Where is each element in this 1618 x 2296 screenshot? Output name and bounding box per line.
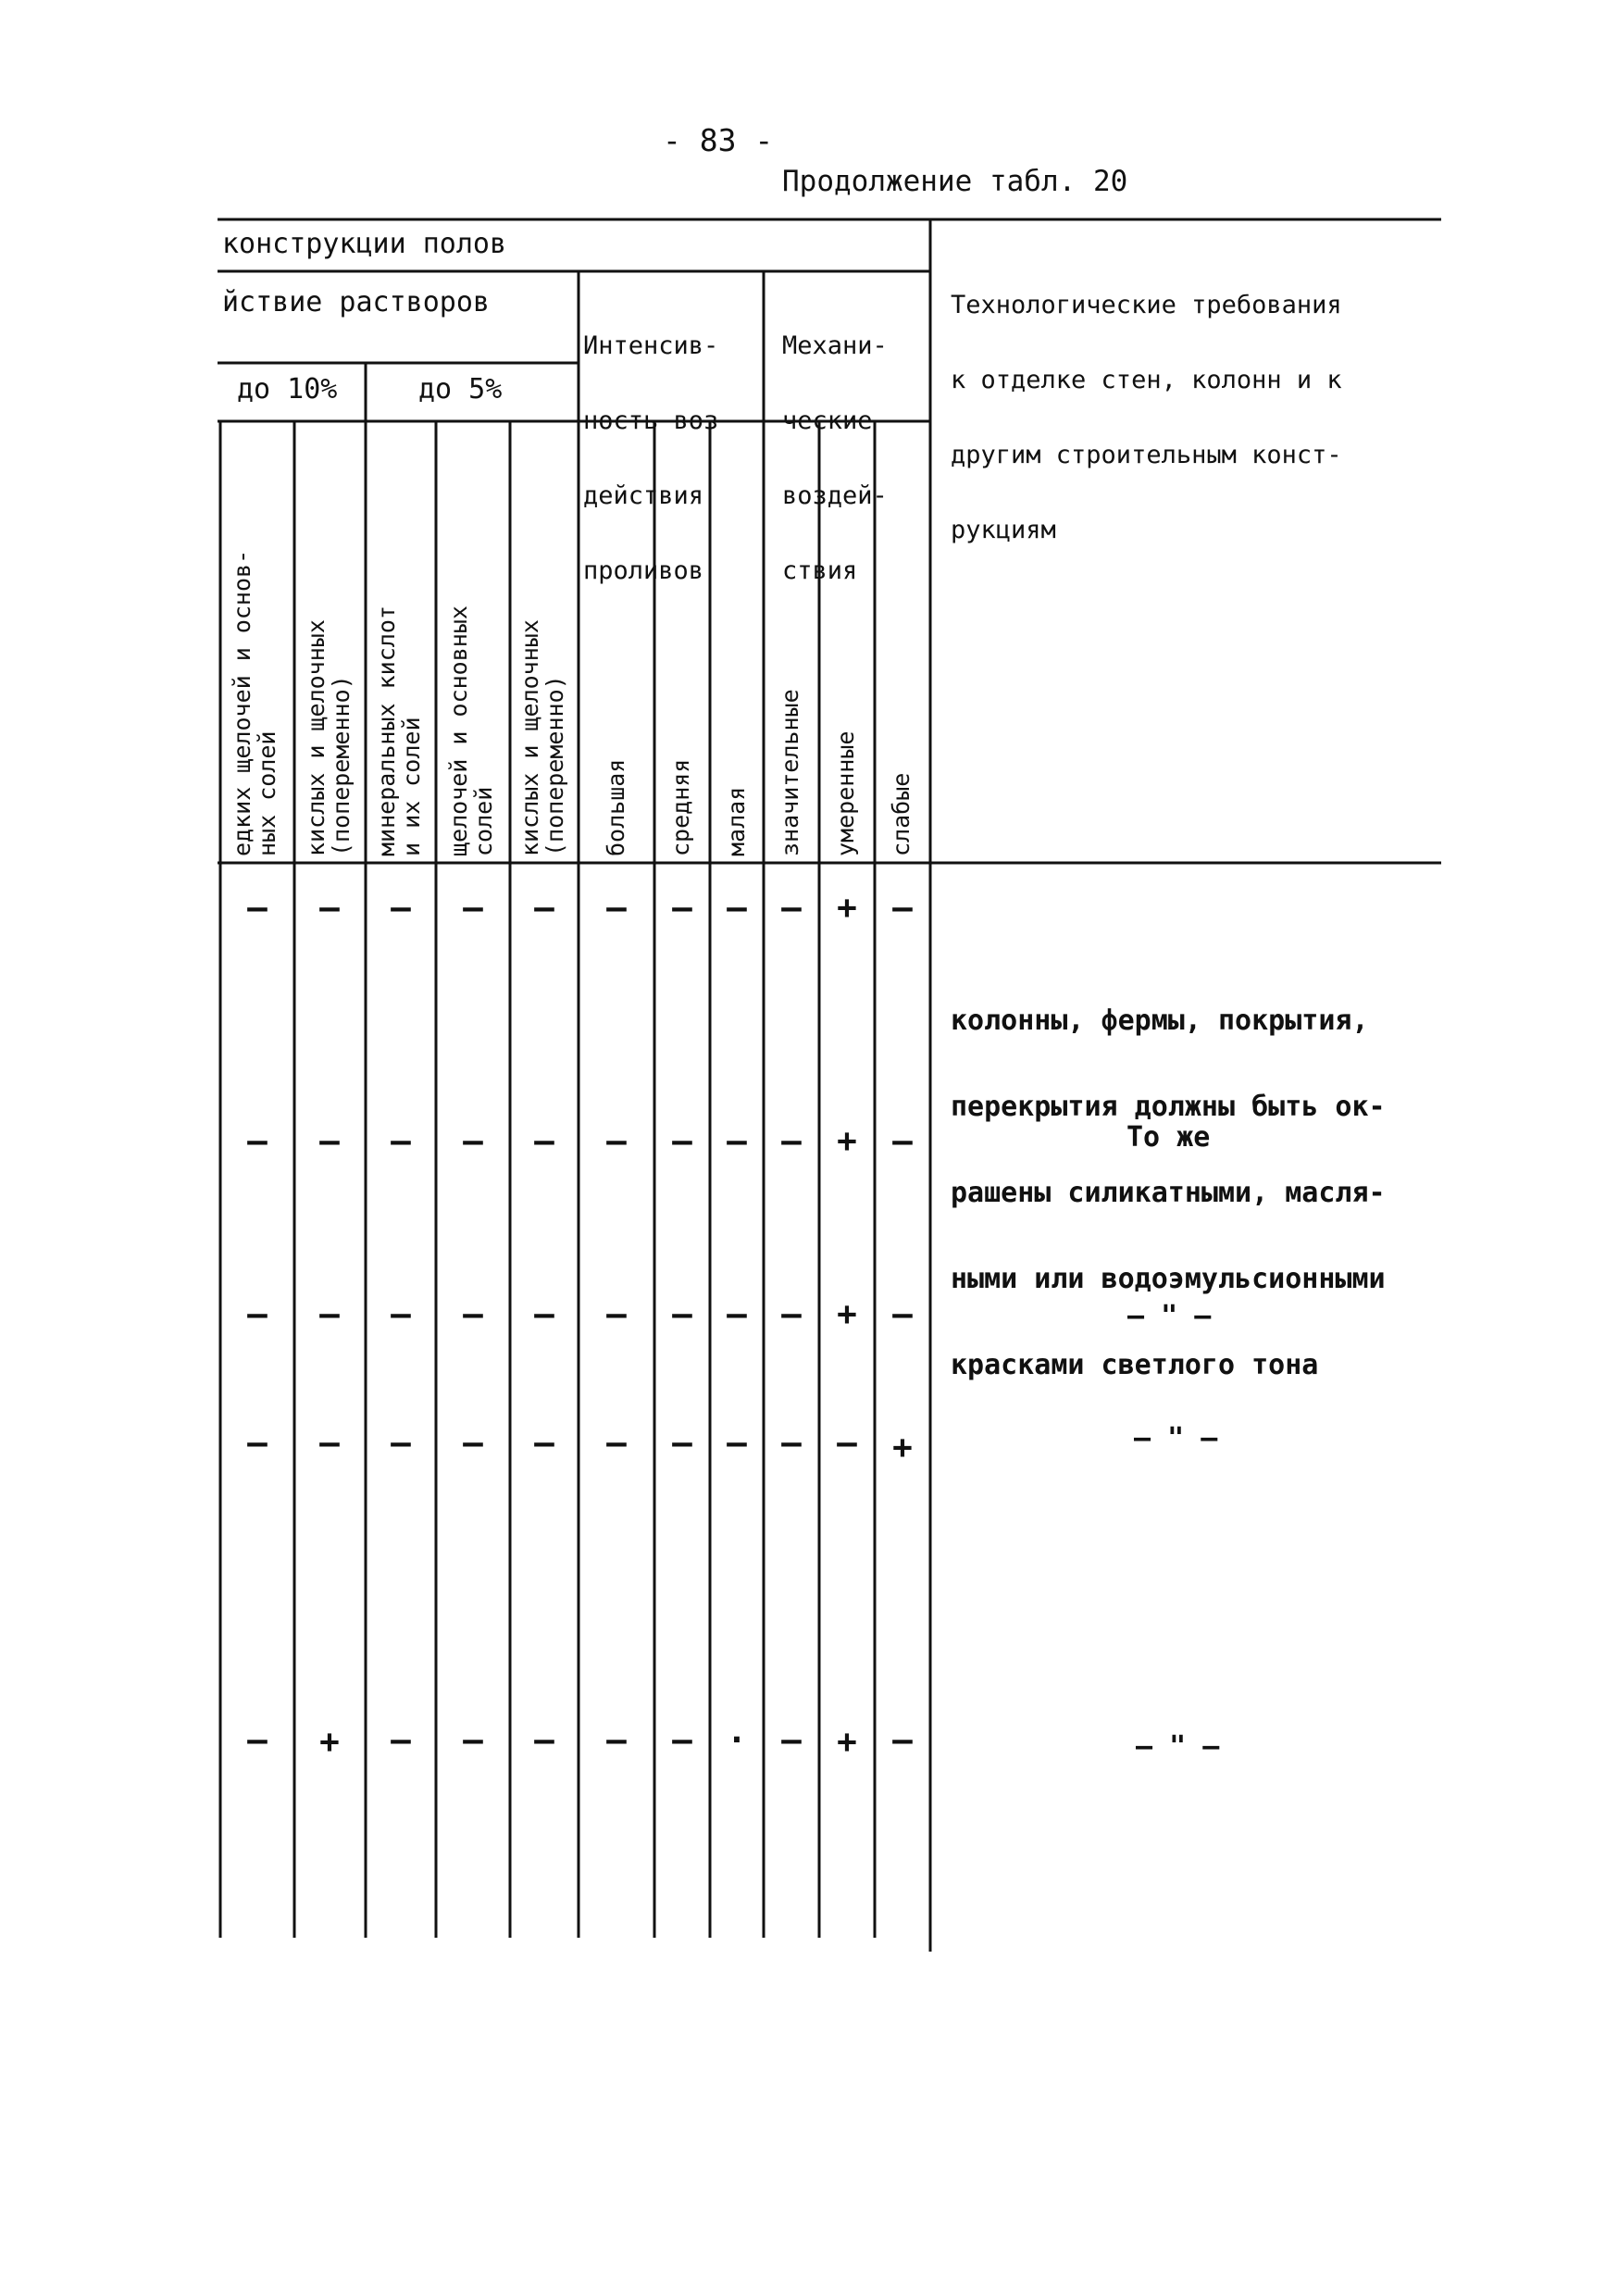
table-cell: –	[672, 1424, 692, 1462]
header-intensity-line: проливов	[583, 556, 704, 585]
table-cell: –	[463, 1721, 483, 1759]
table-cell: –	[391, 1424, 411, 1462]
table-cell: –	[781, 1424, 802, 1462]
header-requirements-line: Технологические требования	[951, 291, 1342, 319]
column-header-line: кислых и щелочных	[303, 619, 330, 856]
table-cell: –	[534, 1424, 554, 1462]
table-cell: –	[672, 1122, 692, 1160]
header-intensity-line: ность воз-	[583, 406, 734, 435]
requirement-line: ными или водоэмульсионными	[951, 1263, 1386, 1295]
table-cell: –	[892, 1122, 913, 1160]
table-cell: –	[781, 1122, 802, 1160]
table-cell: +	[837, 889, 857, 927]
header-mechanical-line: ческие	[782, 406, 873, 435]
table-cell: +	[837, 1723, 857, 1761]
table-cell: –	[319, 1122, 340, 1160]
requirement-ditto: – " –	[1134, 1422, 1218, 1454]
column-header-intensity-medium	[655, 440, 709, 856]
header-requirements-line: к отделке стен, колонн и к	[951, 366, 1342, 394]
column-header-line: умеренные	[832, 730, 859, 856]
column-header-line: и их солей	[398, 717, 425, 856]
table-cell: –	[727, 889, 747, 927]
table-cell: –	[606, 1721, 627, 1759]
table-cell: –	[463, 1295, 483, 1333]
table-cell: –	[781, 1721, 802, 1759]
table-cell: +	[837, 1295, 857, 1333]
table-cell: –	[534, 889, 554, 927]
table-cell: –	[247, 1122, 268, 1160]
table-cell: –	[606, 889, 627, 927]
column-header-line: (попеременно)	[541, 675, 568, 856]
table-cell: –	[837, 1424, 857, 1462]
table-cell: –	[892, 889, 913, 927]
requirement-text: То же	[1126, 1121, 1211, 1154]
table-cell: –	[463, 889, 483, 927]
table-cell: –	[391, 889, 411, 927]
table-cell: +	[319, 1723, 340, 1761]
table-cell: –	[727, 1122, 747, 1160]
requirement-line: красками светлого тона	[951, 1349, 1319, 1381]
column-header-line: едких щелочей и основ-	[229, 549, 255, 856]
column-header-mechanical-moderate	[820, 440, 874, 856]
table-cell: –	[534, 1721, 554, 1759]
table-cell: –	[727, 1295, 747, 1333]
header-solutions-title: йствие растворов	[222, 286, 490, 318]
table-cell: –	[606, 1295, 627, 1333]
header-intensity-line: Интенсив-	[583, 331, 719, 360]
table-cell: –	[672, 889, 692, 927]
requirement-line: рашены силикатными, масля-	[951, 1177, 1386, 1209]
header-mechanical-line: воздей-	[782, 481, 888, 510]
table-cell: –	[247, 1721, 268, 1759]
table-cell: –	[391, 1721, 411, 1759]
table-cell: –	[391, 1122, 411, 1160]
table-cell: –	[391, 1295, 411, 1333]
requirement-text	[951, 949, 1386, 1437]
page-number: - 83 -	[663, 122, 774, 158]
table-cell: ·	[727, 1721, 747, 1759]
column-header-mechanical-significant	[765, 440, 818, 856]
column-header-line: слабые	[888, 772, 915, 856]
table-cell: –	[606, 1122, 627, 1160]
table-cell: –	[534, 1295, 554, 1333]
column-header-mechanical-weak	[876, 440, 929, 856]
table-continuation-title: Продолжение табл. 20	[782, 165, 1128, 198]
requirement-ditto: – " –	[1136, 1730, 1220, 1763]
column-header-intensity-high	[591, 440, 644, 856]
table-cell: –	[892, 1721, 913, 1759]
header-mechanical-line: Механи-	[782, 331, 888, 360]
header-up-to-10: до 10%	[237, 373, 338, 406]
column-header-mineral-acids	[374, 440, 428, 856]
column-header-line: ных солей	[254, 730, 280, 856]
column-header-acid-alkaline-alternating-5	[517, 440, 571, 856]
column-header-line: средняя	[667, 758, 694, 856]
requirement-line: колонны, фермы, покрытия,	[951, 1004, 1369, 1037]
table-cell: –	[534, 1122, 554, 1160]
column-header-caustic-alkalis	[230, 440, 283, 856]
table-cell: –	[247, 889, 268, 927]
table-cell: –	[319, 1295, 340, 1333]
table-cell: –	[606, 1424, 627, 1462]
header-mechanical-line: ствия	[782, 556, 858, 585]
table-cell: +	[892, 1429, 913, 1466]
table-cell: –	[319, 1424, 340, 1462]
column-header-line: малая	[723, 786, 750, 856]
header-requirements-line: другим строительным конст-	[951, 441, 1342, 469]
header-requirements-line: рукциям	[951, 516, 1056, 544]
column-header-acid-alkaline-alternating-10	[304, 440, 357, 856]
table-cell: –	[892, 1295, 913, 1333]
header-requirements-title	[951, 243, 1342, 568]
column-header-line: (попеременно)	[328, 675, 355, 856]
table-cell: –	[463, 1122, 483, 1160]
table-cell: –	[781, 889, 802, 927]
column-header-line: минеральных кислот	[373, 605, 400, 856]
column-header-intensity-low	[711, 440, 765, 856]
table-cell: –	[672, 1721, 692, 1759]
table-cell: –	[463, 1424, 483, 1462]
header-group-title: конструкции полов	[222, 228, 507, 260]
table-cell: –	[247, 1424, 268, 1462]
table-cell: –	[781, 1295, 802, 1333]
table-cell: –	[247, 1295, 268, 1333]
column-header-alkalis-basic-salts	[446, 440, 500, 856]
requirement-line: перекрытия должны быть ок-	[951, 1091, 1386, 1123]
column-header-line: большая	[603, 758, 629, 856]
table-cell: +	[837, 1122, 857, 1160]
column-header-line: солей	[470, 786, 497, 856]
header-up-to-5: до 5%	[418, 373, 503, 406]
column-header-line: значительные	[777, 689, 803, 856]
column-header-line: щелочей и основных	[445, 605, 472, 856]
header-intensity-line: действия	[583, 481, 704, 510]
column-header-line: кислых и щелочных	[517, 619, 543, 856]
table-cell: –	[727, 1424, 747, 1462]
requirement-ditto: – " –	[1127, 1300, 1212, 1332]
table-cell: –	[319, 889, 340, 927]
table-cell: –	[672, 1295, 692, 1333]
